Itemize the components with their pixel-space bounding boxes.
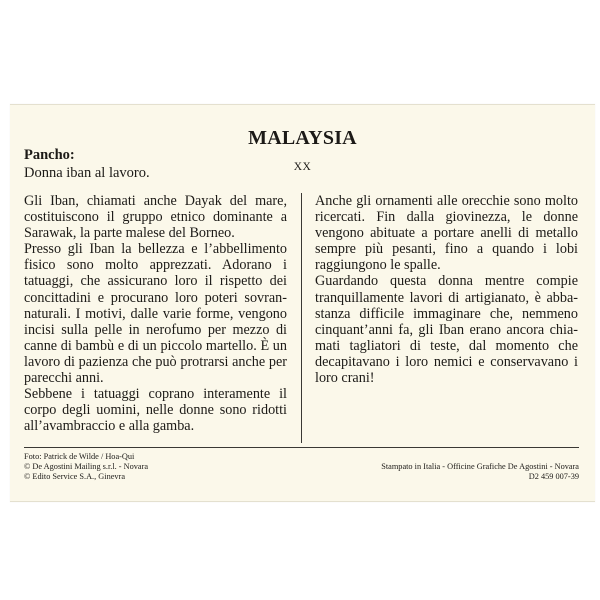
paragraph: Gli Iban, chiamati anche Dayak del mare, costituiscono il gruppo etnico dominante a Sarawak, la parte malese del Borneo. (24, 193, 287, 242)
paragraph: Anche gli ornamenti alle orecchie sono molto ricercati. Fin dalla giovinezza, le donne vengono abituate a portare anelli di metallo sempre più pesanti, fino a quando i lobi raggiungono le spalle. (315, 193, 578, 274)
credit-line: © De Agostini Mailing s.r.l. - Novara (24, 462, 149, 472)
column-divider (301, 193, 302, 443)
card-number: XX (293, 161, 312, 173)
footer-rule (24, 447, 579, 448)
text-column-left (24, 193, 287, 434)
credit-line: © Edito Service S.A., Ginevra (24, 472, 126, 482)
photo-caption: Donna iban al lavoro. (24, 165, 150, 181)
photo-author: Pancho: (24, 147, 75, 163)
printer-credits (381, 462, 579, 482)
paragraph: Sebbene i tatuaggi coprano interamente il corpo degli uomini, nelle donne sono ridotti all’avambraccio e alla gamba. (24, 386, 287, 435)
photo-credits (24, 452, 148, 483)
text-column-right (315, 193, 578, 386)
credit-line: Stampato in Italia - Officine Grafiche De Agostini - Novara (381, 462, 579, 471)
postcard-back (10, 104, 595, 502)
credit-line: D2 459 007-39 (528, 472, 579, 482)
page-title: MALAYSIA (248, 127, 357, 149)
credit-line: Foto: Patrick de Wilde / Hoa-Qui (24, 452, 135, 461)
paragraph: Presso gli Iban la bellezza e l’abbellimento fisico sono molto apprezzati. Adorano i tatuaggi, che assicurano loro il rispetto dei concittadini e procurano loro poteri sovrannaturali. I motivi, dalle varie forme, vengono incisi sulla pelle in nerofumo per mezzo di canne di bambù e di un piccolo martello. È un lavoro di pazienza che può protrarsi anche per parecchi anni. (24, 241, 287, 387)
paragraph: Guardando questa donna mentre compie tranquillamente lavori di artigianato, è abbastanza difficile immaginare che, nemmeno cinquant’anni fa, gli Iban erano ancora chiamati tagliatori di teste, dal momento che decapitavano i loro nemici e conservavano i loro crani! (315, 273, 578, 387)
